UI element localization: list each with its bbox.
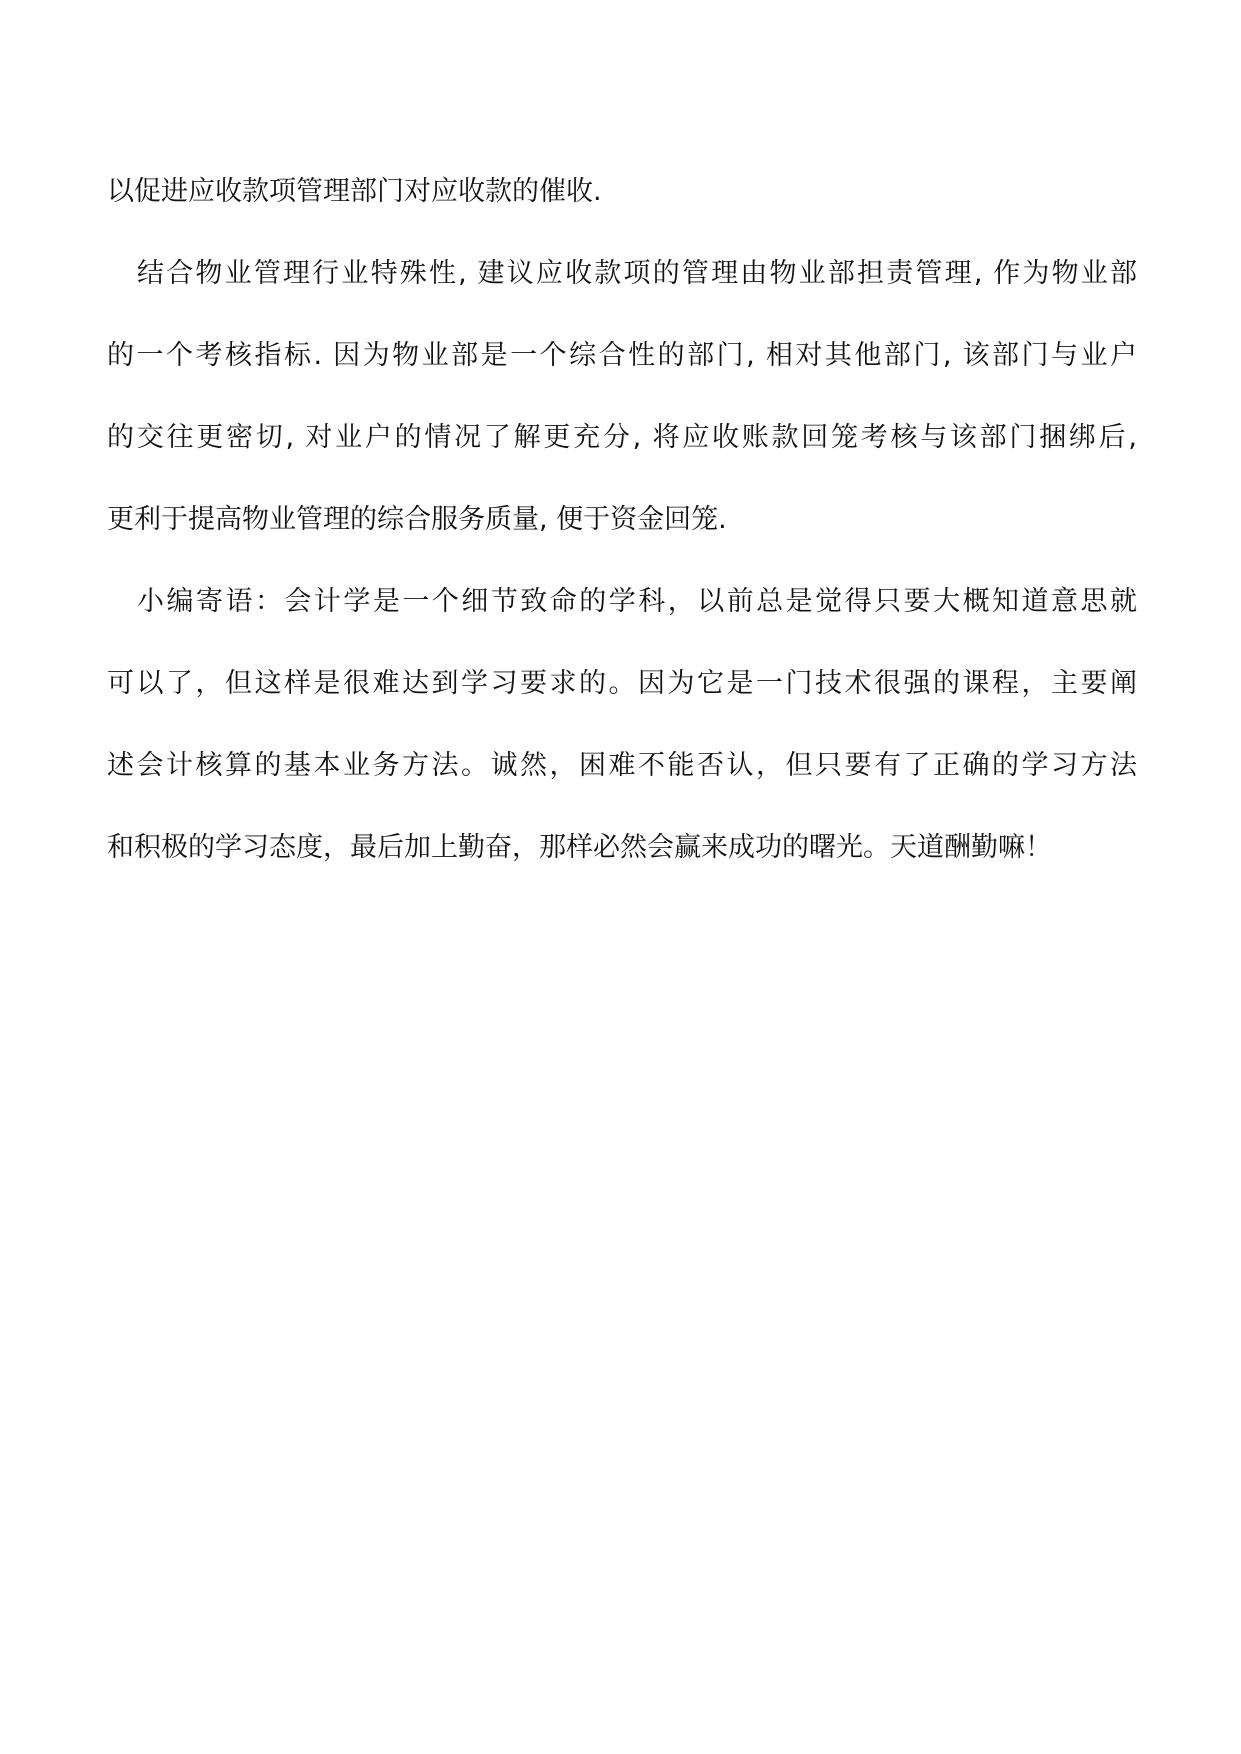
- text-line-8: 述会计核算的基本业务方法。诚然，困难不能否认，但只要有了正确的学习方法: [107, 750, 1137, 781]
- text-line-6: 小编寄语：会计学是一个细节致命的学科，以前总是觉得只要大概知道意思就: [137, 586, 1137, 617]
- text-line-5: 更利于提高物业管理的综合服务质量, 便于资金回笼.: [107, 504, 727, 535]
- text-line-9: 和积极的学习态度，最后加上勤奋，那样必然会赢来成功的曙光。天道酬勤嘛！: [107, 832, 1052, 863]
- text-line-2: 结合物业管理行业特殊性, 建议应收款项的管理由物业部担责管理, 作为物业部: [137, 258, 1137, 289]
- text-line-7: 可以了，但这样是很难达到学习要求的。因为它是一门技术很强的课程，主要阐: [107, 668, 1137, 699]
- text-line-4: 的交往更密切, 对业户的情况了解更充分, 将应收账款回笼考核与该部门捆绑后,: [107, 422, 1137, 453]
- text-line-3: 的一个考核指标. 因为物业部是一个综合性的部门, 相对其他部门, 该部门与业户: [107, 340, 1137, 371]
- text-line-1: 以促进应收款项管理部门对应收款的催收.: [107, 176, 602, 207]
